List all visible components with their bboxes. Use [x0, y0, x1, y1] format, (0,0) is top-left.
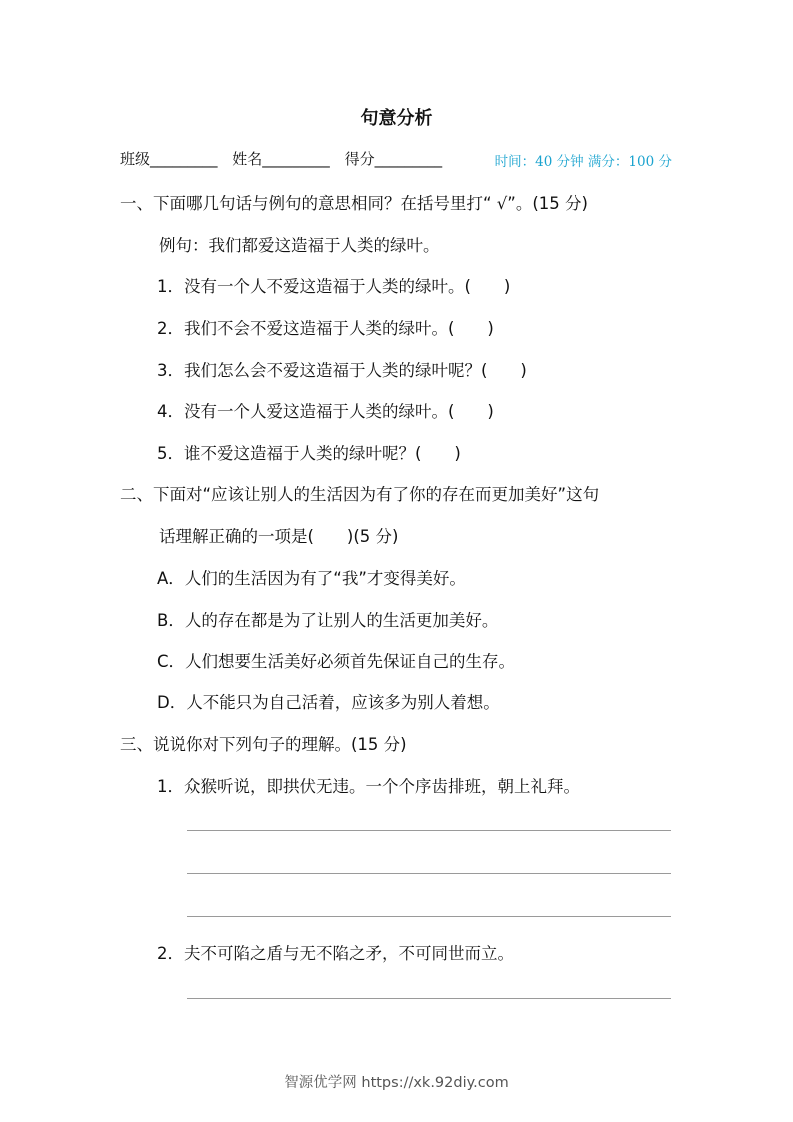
answer-line[interactable] — [187, 830, 671, 831]
section3-item-1: 1．众猴听说，即拱伏无违。一个个序齿排班，朝上礼拜。 — [157, 777, 580, 796]
section2-heading-cont: 话理解正确的一项是( )(5 分) — [159, 527, 399, 546]
section1-item-5: 5．谁不爱这造福于人类的绿叶呢？( ) — [157, 444, 461, 463]
section2-option-a: A．人们的生活因为有了“我”才变得美好。 — [157, 569, 466, 588]
section2-option-d: D．人不能只为自己活着，应该多为别人着想。 — [157, 693, 500, 712]
section1-item-4: 4．没有一个人爱这造福于人类的绿叶。( ) — [157, 402, 494, 421]
section1-example: 例句：我们都爱这造福于人类的绿叶。 — [159, 236, 440, 255]
section3-heading: 三、说说你对下列句子的理解。(15 分) — [120, 735, 407, 754]
student-info-row — [120, 148, 452, 169]
footer-watermark: 智源优学网 https://xk.92diy.com — [284, 1075, 509, 1091]
answer-line[interactable] — [187, 873, 671, 874]
section2-option-c: C．人们想要生活美好必须首先保证自己的生存。 — [157, 652, 516, 671]
section1-item-2: 2．我们不会不爱这造福于人类的绿叶。( ) — [157, 319, 494, 338]
answer-line[interactable] — [187, 916, 671, 917]
time-score-info: 时间：40 分钟 满分：100 分 — [494, 154, 672, 170]
section2-option-b: B．人的存在都是为了让别人的生活更加美好。 — [157, 611, 499, 630]
page-title: 句意分析 — [360, 108, 433, 129]
section1-item-3: 3．我们怎么会不爱这造福于人类的绿叶呢？( ) — [157, 361, 527, 380]
class-field[interactable]: 班级_________ — [120, 150, 218, 168]
section3-item-2: 2．夫不可陷之盾与无不陷之矛，不可同世而立。 — [157, 944, 514, 963]
answer-line[interactable] — [187, 998, 671, 999]
name-field[interactable]: 姓名_________ — [232, 150, 330, 168]
section1-item-1: 1．没有一个人不爱这造福于人类的绿叶。( ) — [157, 277, 511, 296]
score-field[interactable]: 得分_________ — [344, 150, 443, 168]
section1-heading: 一、下面哪几句话与例句的意思相同？在括号里打“ √”。(15 分) — [120, 194, 588, 213]
section2-heading: 二、下面对“应该让别人的生活因为有了你的存在而更加美好”这句 — [120, 485, 600, 504]
